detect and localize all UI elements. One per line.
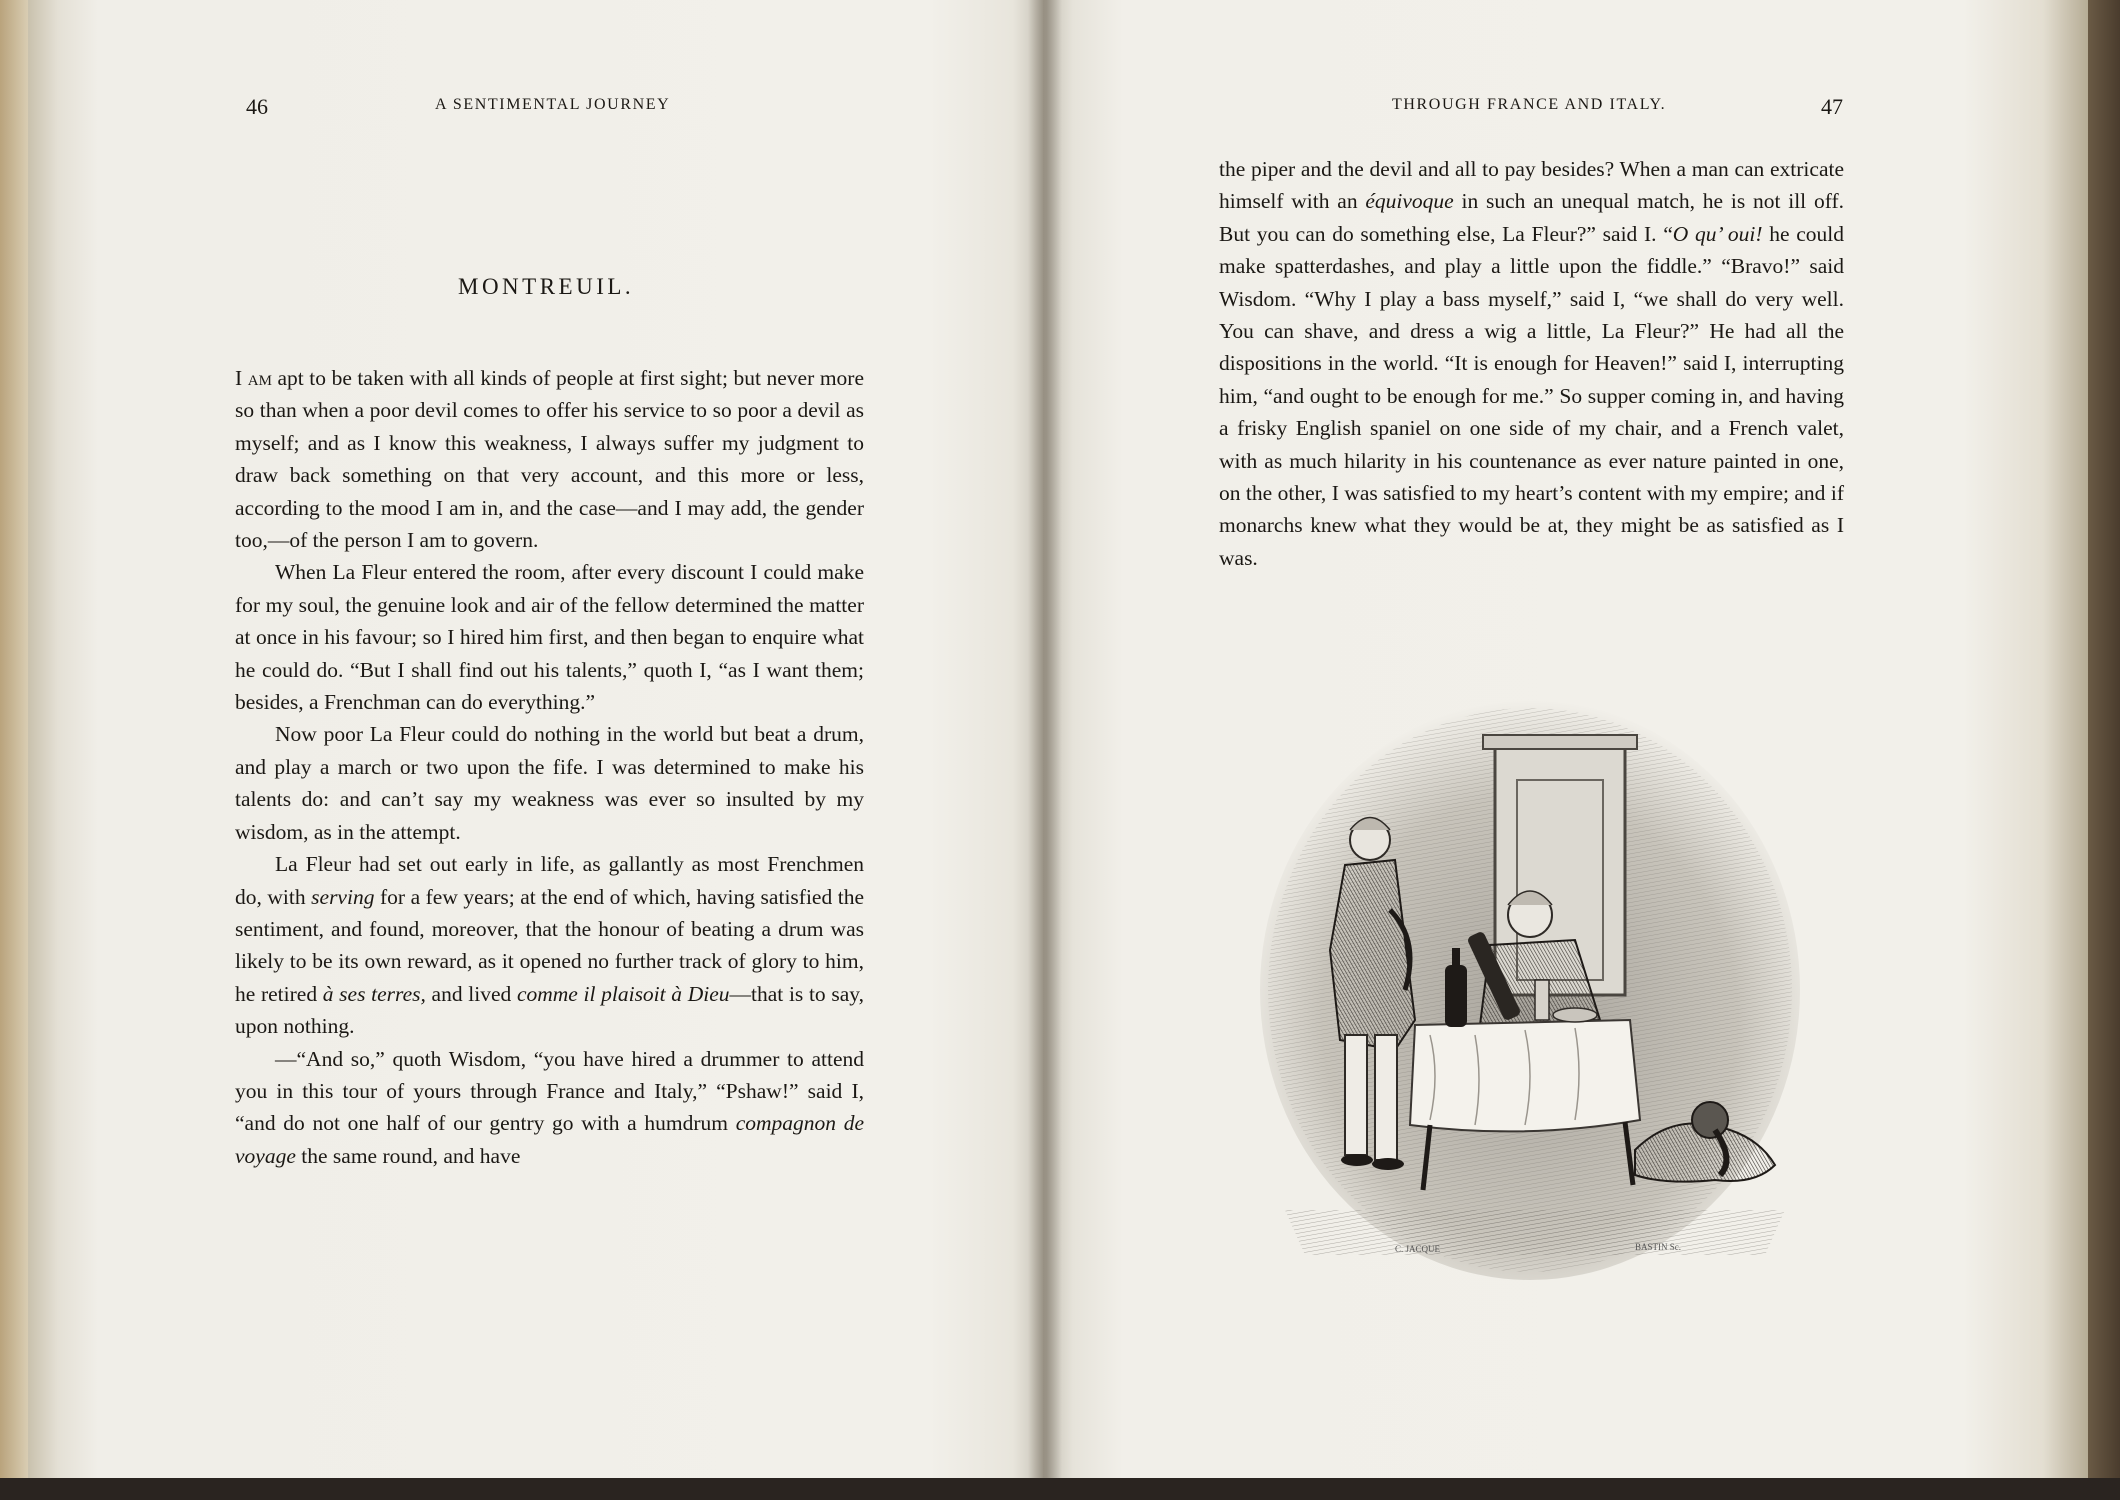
engraving-image xyxy=(1245,690,1805,1280)
text-segment: and lived xyxy=(425,981,517,1006)
left-running-head: A SENTIMENTAL JOURNEY xyxy=(435,96,671,113)
engraver-signature-right: BASTIN Sc. xyxy=(1635,1242,1682,1252)
text-segment: —“And so,” quoth Wisdom, “you have hired a drummer to attend you in this tour of yours through France and Italy,” “Pshaw!” said I, “and do not one half of our gentry go with a humdrum xyxy=(235,1046,864,1136)
text-segment: compagnon de voyage xyxy=(235,1111,864,1168)
bottle xyxy=(1445,965,1467,1027)
right-running-head: THROUGH FRANCE AND ITALY. xyxy=(1392,96,1667,113)
text-segment: à ses terres, xyxy=(322,981,426,1006)
paragraph xyxy=(235,556,864,718)
engraver-signature-left: C. JACQUE xyxy=(1395,1244,1441,1254)
bottom-shadow xyxy=(0,1478,2120,1500)
text-segment: serving xyxy=(311,884,375,909)
paragraph xyxy=(235,1043,864,1173)
text-segment: for a few years; at the end of which, having satisfied the sentiment, and found, moreover, that the honour of beating a drum was likely to be its own reward, as it opened no further track of glory to him, he retired xyxy=(235,884,864,1006)
book-gutter xyxy=(1028,0,1062,1478)
text-segment: apt to be taken with all kinds of people at first sight; but never more so than when a poor devil comes to offer his service to so poor a devil as myself; and as I know this weakness, I always suffer my judgment to draw back something on that very account, and this more or less, according to the mood I am in, and the case—and I may add, the gender too,—of the person I am to govern. xyxy=(235,366,864,553)
paragraph xyxy=(235,718,864,848)
text-segment: Now poor La Fleur could do nothing in the world but beat a drum, and play a march or two upon the fife. I was determined to make his talents do: and can’t say my weakness was ever so insulted by my wisdom, as in the attempt. xyxy=(235,722,864,844)
page-edges xyxy=(0,0,28,1478)
text-segment: am xyxy=(247,366,272,390)
text-segment: in such an unequal match, he is not ill off. But you can do something else, La Fleur?” said I. “ xyxy=(1219,189,1844,246)
chapter-title: MONTREUIL. xyxy=(458,274,635,299)
paragraph xyxy=(235,848,864,1042)
text-segment: —that is to say, upon nothing. xyxy=(235,981,864,1039)
right-page-number: 47 xyxy=(1821,94,1843,119)
book-cover-edge xyxy=(2088,0,2120,1500)
paragraph xyxy=(1219,153,1844,574)
right-body-text xyxy=(1219,153,1844,574)
text-segment: comme il plaisoit à Dieu xyxy=(516,981,730,1006)
text-segment: the piper and the devil and all to pay besides? When a man can extricate himself with an xyxy=(1219,157,1844,214)
glass xyxy=(1535,980,1549,1020)
text-segment: he could make spatterdashes, and play a little upon the fiddle.” “Bravo!” said Wisdom. “Why I play a bass myself,” said I, “we shall do very well. You can shave, and dress a wig a little, La Fleur?” He had all the dispositions in the world. “It is enough for Heaven!” said I, interrupting him, “and ought to be enough for me.” So supper coming in, and having a frisky English spaniel on one side of my chair, and a French valet, with as much hilarity in his countenance as ever nature painted in one, on the other, I was satisfied to my heart’s content with my empire; and if monarchs knew what they would be at, they might be as satisfied as I was. xyxy=(1219,221,1844,570)
left-body-text xyxy=(235,362,864,1172)
paragraph xyxy=(235,362,864,556)
supper-engraving xyxy=(1245,690,1805,1280)
text-segment: équivoque xyxy=(1365,189,1454,214)
text-segment: O qu’ oui! xyxy=(1672,221,1763,246)
text-segment: When La Fleur entered the room, after every discount I could make for my soul, the genuine look and air of the fellow determined the matter at once in his favour; so I hired him first, and then began to enquire what he could do. “But I shall find out his talents,” quoth I, “as I want them; besides, a Frenchman can do everything.” xyxy=(235,560,864,715)
left-page xyxy=(28,0,1043,1478)
text-segment: La Fleur had set out early in life, as gallantly as most Frenchmen do, with xyxy=(235,852,864,909)
text-segment: the same round, and have xyxy=(295,1143,521,1168)
text-segment: I xyxy=(235,366,248,390)
left-page-number: 46 xyxy=(246,94,268,119)
